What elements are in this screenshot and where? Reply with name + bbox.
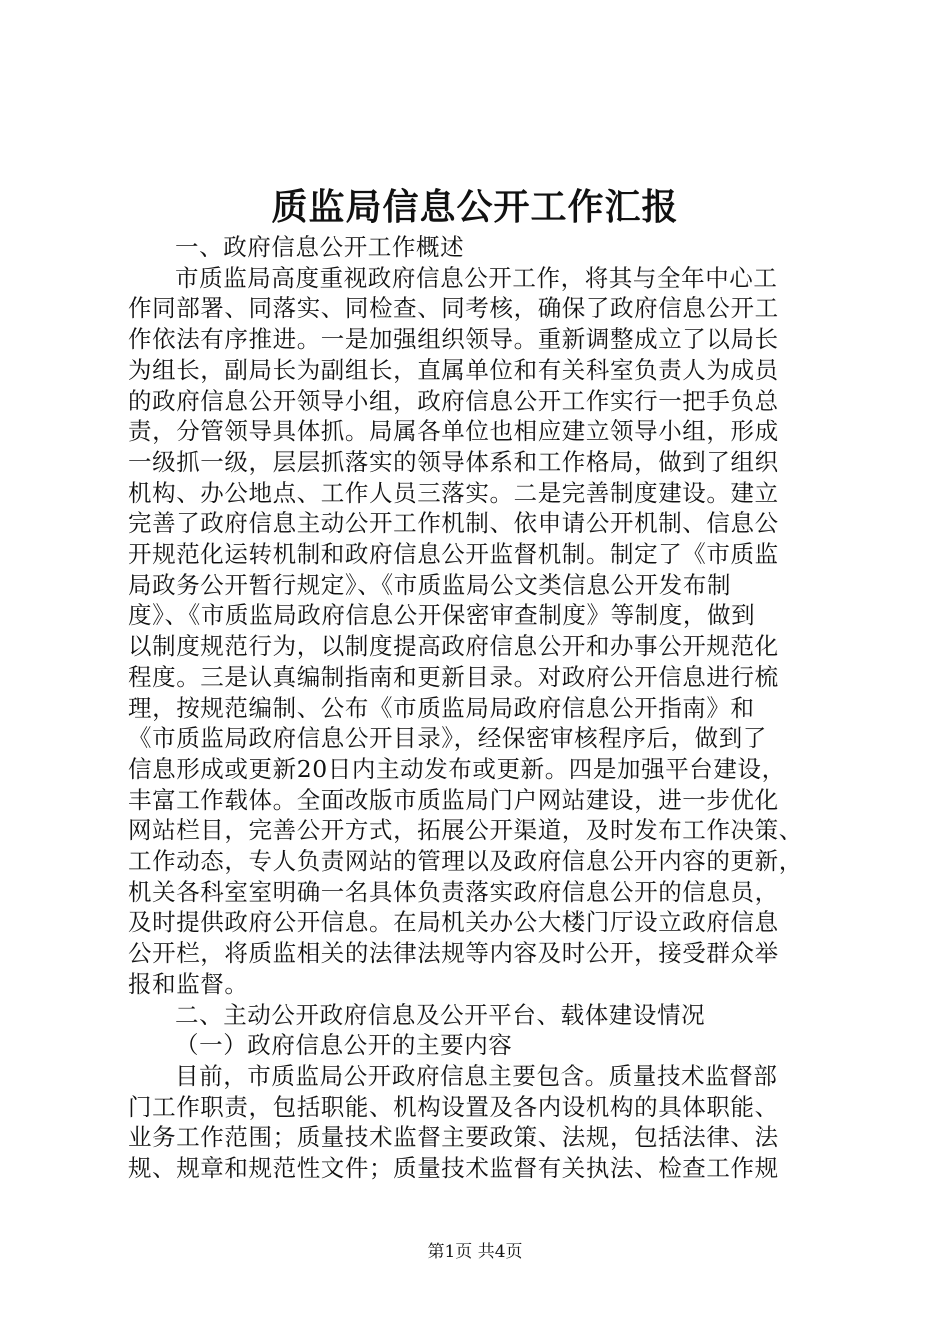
text-line: 信息形成或更新20日内主动发布或更新。四是加强平台建设， [128, 754, 786, 783]
text-line: 公开栏，将质监相关的法律法规等内容及时公开，接受群众举 [128, 939, 779, 968]
text-line: 开规范化运转机制和政府信息公开监督机制。制定了《市质监 [128, 540, 779, 569]
text-line: 及时提供政府公开信息。在局机关办公大楼门厅设立政府信息 [128, 908, 779, 937]
document-title: 质监局信息公开工作汇报 [271, 186, 679, 228]
text-line: 业务工作范围；质量技术监督主要政策、法规，包括法律、法 [128, 1123, 779, 1152]
text-line: 二、主动公开政府信息及公开平台、载体建设情况 [175, 1000, 706, 1029]
text-line: 度》、《市质监局政府信息公开保密审查制度》等制度，做到 [128, 601, 756, 630]
text-line: 以制度规范行为，以制度提高政府信息公开和办事公开规范化 [128, 632, 779, 661]
text-line: （一）政府信息公开的主要内容 [175, 1031, 513, 1060]
text-line: 为组长，副局长为副组长，直属单位和有关科室负责人为成员 [128, 355, 779, 384]
text-line: 报和监督。 [128, 969, 249, 998]
text-line: 市质监局高度重视政府信息公开工作，将其与全年中心工 [175, 263, 778, 292]
text-line: 一级抓一级，层层抓落实的领导体系和工作格局，做到了组织 [128, 447, 779, 476]
text-line: 规、规章和规范性文件；质量技术监督有关执法、检查工作规 [128, 1154, 779, 1183]
document-body [128, 232, 832, 1184]
text-line: 完善了政府信息主动公开工作机制、依申请公开机制、信息公 [128, 509, 779, 538]
text-line: 丰富工作载体。全面改版市质监局门户网站建设，进一步优化 [128, 785, 779, 814]
text-line: 作同部署、同落实、同检查、同考核，确保了政府信息公开工 [128, 294, 779, 323]
page-footer: 第1页 共4页 [427, 1242, 523, 1262]
text-line: 理，按规范编制、公布《市质监局局政府信息公开指南》和 [128, 693, 755, 722]
text-line: 机关各科室室明确一名具体负责落实政府信息公开的信息员， [128, 877, 779, 906]
text-line: 局政务公开暂行规定》、《市质监局公文类信息公开发布制 [128, 570, 732, 599]
text-line: 程度。三是认真编制指南和更新目录。对政府公开信息进行梳 [128, 662, 779, 691]
text-line: 门工作职责，包括职能、机构设置及各内设机构的具体职能、 [128, 1092, 779, 1121]
text-line: 责，分管领导具体抓。局属各单位也相应建立领导小组，形成 [128, 417, 779, 446]
text-line: 机构、办公地点、工作人员三落实。二是完善制度建设。建立 [128, 478, 779, 507]
text-line: 一、政府信息公开工作概述 [175, 233, 465, 261]
text-line: 目前，市质监局公开政府信息主要包含。质量技术监督部 [175, 1061, 778, 1090]
text-line: 作依法有序推进。一是加强组织领导。重新调整成立了以局长 [128, 325, 779, 354]
text-line: 网站栏目，完善公开方式，拓展公开渠道，及时发布工作决策、 [128, 816, 803, 845]
text-line: 《市质监局政府信息公开目录》，经保密审核程序后，做到了 [128, 724, 767, 753]
text-line: 工作动态，专人负责网站的管理以及政府信息公开内容的更新， [128, 847, 803, 876]
text-line: 的政府信息公开领导小组，政府信息公开工作实行一把手负总 [128, 386, 779, 415]
